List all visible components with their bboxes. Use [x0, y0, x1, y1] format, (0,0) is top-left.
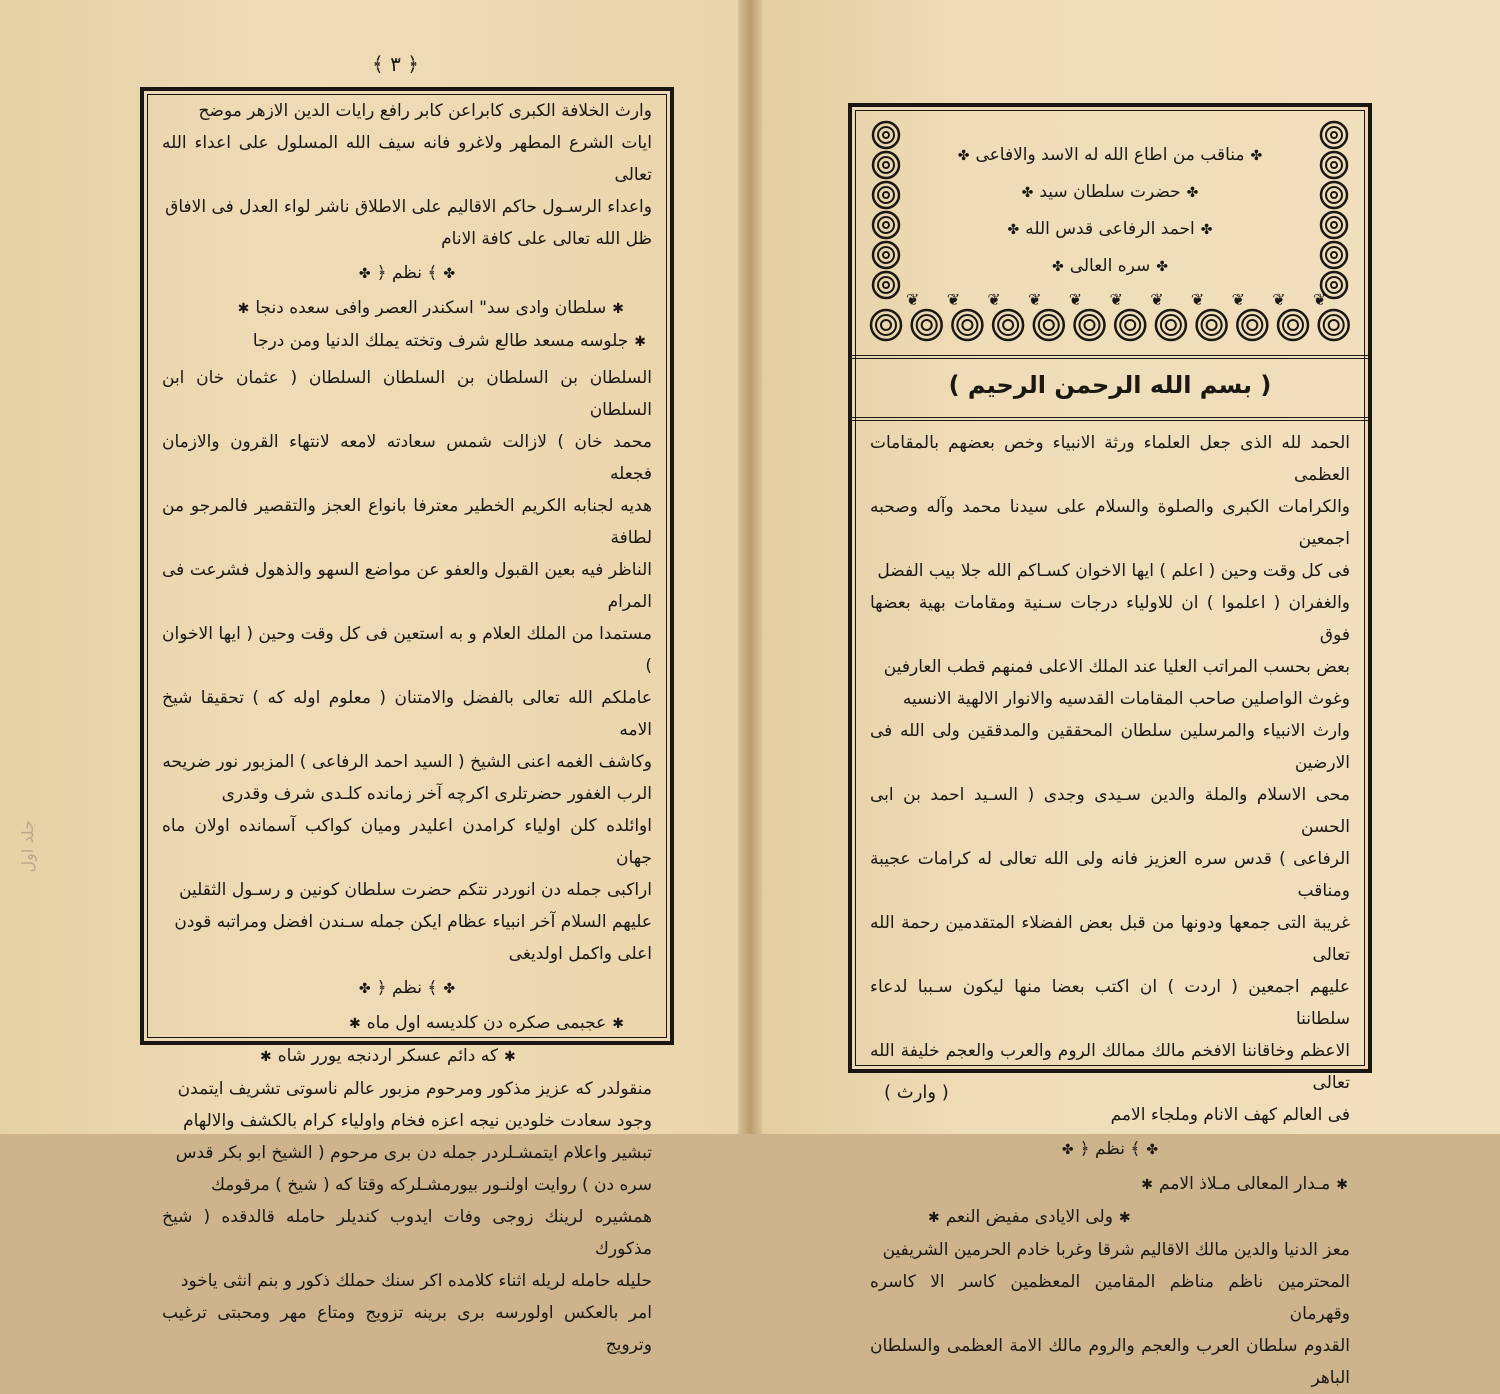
rosette-ring: [883, 132, 889, 138]
rosette-ring: [1321, 212, 1347, 238]
text-line: امر بالعكس اولورسه برى برينه تزويج ومتاع مهر ومحبتى ترغيب وترويج: [162, 1303, 652, 1355]
right-text-frame: [848, 103, 1372, 1388]
fleuron-icon: ❦: [1109, 290, 1123, 309]
text-line: اعلى واكمل اولديغى: [508, 944, 652, 964]
rosette-ring: [1331, 132, 1337, 138]
title-line-4: ✤سره العالى✤: [1051, 256, 1169, 276]
text-line: الاعظم وخاقاننا الافخم مالك ممالك الروم والعرب والعجم خليفة الله تعالى: [870, 1041, 1350, 1093]
text-line: الرب الغفور حضرتلرى اكرچه آخر زمانده كلـدى شرف وقدرى: [221, 784, 652, 804]
rosette-ring: [873, 182, 899, 208]
rosette-ring: [1331, 282, 1337, 288]
fleuron-icon: ❦: [1068, 290, 1083, 309]
rosette-ring: [1331, 192, 1337, 198]
text-line: معز الدنيا والدين مالك الاقاليم شرقا وغربا خادم الحرمين الشريفين: [882, 1240, 1350, 1260]
rosette-ring: [873, 122, 899, 148]
rosette-ring: [1326, 127, 1342, 143]
text-line: واعداء الرسـول حاكم الاقاليم على الاطلاق ناشر لواء العدل فى الافاق: [165, 197, 652, 217]
rosette-ring: [957, 315, 977, 335]
page-number: ﴿ ٣ ﴾: [372, 52, 419, 76]
rosette-ring: [1321, 152, 1347, 178]
rosette-ring: [1161, 315, 1181, 335]
fleuron-icon: ❦: [1190, 290, 1205, 309]
text-line: هديه لجنابه الكريم الخطير معترفا بانواع العجز والتقصير فالمرجو من لطافة: [162, 496, 652, 548]
title-line-1: ✤مناقب من اطاع الله له الاسد والافاعى✤: [957, 145, 1263, 165]
rosette-ring: [883, 162, 889, 168]
text-line: السلطان بن السلطان بن السلطان السلطان ( عثمان خان ابن السلطان: [162, 368, 652, 420]
rosette-ring: [878, 127, 894, 143]
rosette-ring: [1044, 320, 1054, 330]
rosette-ring: [878, 277, 894, 293]
verse-heading-1: ✤﴾ نظم ﴿✤: [358, 263, 456, 283]
rosette-ring: [873, 242, 899, 268]
text-line: والكرامات الكبرى والصلوة والسلام على سيدنا محمد وآله وصحبه اجمعين: [870, 497, 1350, 549]
fleuron-icon: ❦: [1313, 290, 1327, 309]
rule-top: [852, 355, 1368, 356]
text-line: وارث الخلافة الكبرى كابراعن كابر رافع رايات الدين الازهر موضح: [198, 101, 652, 121]
text-line: عليهم السلام آخر انبياء عظام ايكن جمله سـندن افضل ومراتبه قودن: [174, 912, 652, 932]
rosette-ring: [1283, 315, 1303, 335]
right-paragraph-1: [852, 427, 1368, 1131]
rosette-ring: [878, 187, 894, 203]
text-line: ظل الله تعالى على كافة الانام: [441, 229, 652, 249]
rosette-ring: [1003, 320, 1013, 330]
rosette-ring: [1207, 320, 1217, 330]
rosette-ring: [1080, 315, 1100, 335]
title-line-2: ✤حضرت سلطان سيد✤: [1021, 182, 1199, 202]
rosette-ring: [962, 320, 972, 330]
rosette-ring: [1247, 320, 1257, 330]
text-line: القدوم سلطان العرب والعجم والروم مالك الامة العظمى والسلطان الباهر: [870, 1336, 1350, 1388]
rosette-ring: [1039, 315, 1059, 335]
rosette-ring: [1326, 157, 1342, 173]
text-line: بعض بحسب المراتب العليا عند الملك الاعلى فمنهم قطب العارفين: [883, 657, 1350, 677]
text-line: فى العالم كهف الانام وملجاء الامم: [1110, 1105, 1350, 1125]
text-line: عاملكم الله تعالى بالفضل والامتنان ( معلوم اوله كه ) تحقيقا شيخ الامه: [162, 688, 652, 740]
rosette-ring: [1329, 320, 1339, 330]
rosette-ring: [1326, 247, 1342, 263]
rosette-ring: [883, 192, 889, 198]
text-line: فى كل وقت وحين ( اعلم ) ايها الاخوان كسـاكم الله جلا بيب الفضل: [877, 561, 1350, 581]
text-line: وارث الانبياء والمرسلين سلطان المحققين والمدققين ولى الله فى الارضين: [870, 721, 1350, 773]
rosette-ring: [873, 152, 899, 178]
verse-1a: ✱سلطان وادى سد" اسكندر العصر وافى سعده دنجا✱: [237, 298, 624, 318]
text-line: محمد خان ) لازالت شمس سعادته لامعه لانتهاء القرون والازمان فجعله: [162, 432, 652, 484]
verse-2a: ✱عجبمى صكره دن كلديسه اول ماه✱: [348, 1013, 624, 1033]
rosette-ring: [1331, 252, 1337, 258]
catchword: ( وارث ): [884, 1082, 949, 1103]
rosette-ring: [1085, 320, 1095, 330]
rule-top-2: [852, 358, 1368, 359]
rosette-ring: [1242, 315, 1262, 335]
text-line: وغوث الواصلين صاحب المقامات القدسيه والانوار الالهية الانسيه: [902, 689, 1350, 709]
rosette-ring: [1321, 242, 1347, 268]
fleuron-icon: ❦: [1028, 290, 1042, 309]
text-line: منقولدر كه عزيز مذكور ومرحوم مزبور عالم ناسوتى تشريف ايتمدن: [177, 1079, 652, 1099]
rosette-ring: [878, 157, 894, 173]
text-line: حليله حامله لريله اثناء كلامده اكر سنك حملك ذكور و بنم انثى ياخود: [180, 1271, 652, 1291]
rosette-ring: [1331, 222, 1337, 228]
rosette-ring: [917, 315, 937, 335]
left-paragraph-1: [144, 95, 670, 255]
text-line: غريبة التى جمعها ودونها من قبل بعض الفضلاء المتقدمين رحمة الله تعالى: [870, 913, 1350, 965]
rosette-ring: [1326, 277, 1342, 293]
rosette-ring: [1202, 315, 1222, 335]
rosette-ring: [881, 320, 891, 330]
rosette-ring: [1321, 122, 1347, 148]
rosette-ring: [1125, 320, 1135, 330]
bismillah: ( بسم الله الرحمن الرحيم ): [948, 371, 1272, 399]
text-line: وجود سعادت خلودين نيجه اعزه فخام واولياء كرام بالكشف والالهام: [183, 1111, 652, 1131]
text-line: اراكبى جمله دن انوردر نتكم حضرت سلطان كونين و رسـول الثقلين: [179, 880, 652, 900]
text-line: الناظر فيه بعين القبول والعفو عن مواضع السهو والذهول فشرعت فى المرام: [162, 560, 652, 612]
rosette-ring: [876, 315, 896, 335]
left-text-frame: [140, 87, 674, 1355]
title-block: [942, 137, 1278, 285]
rosette-ring: [1326, 187, 1342, 203]
verse-2b: ✱كه دائم عسكر اردنجه يورر شاه✱: [260, 1046, 516, 1066]
text-line: مستمدا من الملك العلام و به استعين فى كل وقت وحين ( ايها الاخوان ): [162, 624, 652, 676]
verse-right-a: ✱مـدار المعالى مـلاذ الامم✱: [1141, 1174, 1348, 1194]
fleuron-icon: ❦: [1272, 290, 1286, 309]
text-line: ايات الشرع المطهر ولاغرو فانه سيف الله المسلول على اعداء الله تعالى: [162, 133, 652, 185]
fleuron-icon: ❦: [1150, 290, 1164, 309]
book-gutter: [738, 0, 762, 1134]
rosette-ring: [1321, 182, 1347, 208]
rosette-ring: [922, 320, 932, 330]
text-line: المحترمين ناظم مناظم المقامين المعظمين كاسر الا كاسره وقهرمان: [870, 1272, 1350, 1324]
rosette-ring: [883, 282, 889, 288]
text-line: اوائلده كلن اولياء كرامدن اعليدر وميان كواكب آسمانده اولان ماه جهان: [162, 816, 652, 868]
left-paragraph-2: [144, 362, 670, 970]
text-line: وكاشف الغمه اعنى الشيخ ( السيد احمد الرفاعى ) المزبور نور ضريحه: [162, 752, 652, 772]
rosette-ring: [998, 315, 1018, 335]
text-line: والغفران ( اعلموا ) ان للاولياء درجات سـنية ومقامات بهية بعضها فوق: [870, 593, 1350, 645]
text-line: سره دن ) روايت اولنـور بيورمشـلركه وقتا كه ( شيخ ) مرقومك: [210, 1175, 652, 1195]
text-line: الرفاعى ) قدس سره العزيز فانه ولى الله تعالى له كرامات عجيبة ومناقب: [870, 849, 1350, 901]
rosette-ring: [883, 222, 889, 228]
rule-bottom-2: [852, 420, 1368, 421]
fleuron-icon: ❦: [1231, 290, 1246, 309]
rosette-ring: [1120, 315, 1140, 335]
text-line: تبشير واعلام ايتمشـلردر جمله دن برى مرحوم ( الشيخ ابو بكر قدس: [175, 1143, 652, 1163]
verse-1b: ✱جلوسه مسعد طالع شرف وتخته يملك الدنيا ومن درجا: [252, 331, 646, 351]
rosette-ring: [1326, 217, 1342, 233]
rosette-ring: [883, 252, 889, 258]
verse-heading-right: ✤﴾ نظم ﴿✤: [1061, 1139, 1159, 1159]
fleuron-icon: ❦: [987, 290, 1001, 309]
text-line: همشيره لرينك زوجى وفات ايدوب كنديلر حامله قالدقده ( شيخ مذكورك: [162, 1207, 652, 1259]
text-line: محى الاسلام والملة والدين سـيدى وجدى ( السـيد احمد بن ابى الحسن: [870, 785, 1350, 837]
left-paragraph-3: [144, 1073, 670, 1361]
rosette-ring: [873, 212, 899, 238]
verse-heading-2: ✤﴾ نظم ﴿✤: [358, 978, 456, 998]
fleuron-icon: ❦: [906, 290, 920, 309]
text-line: الحمد لله الذى جعل العلماء ورثة الانبياء وخص بعضهم بالمقامات العظمى: [870, 433, 1350, 485]
rosette-ring: [878, 247, 894, 263]
fleuron-icon: ❦: [946, 290, 961, 309]
rosette-ring: [878, 217, 894, 233]
rule-bottom: [852, 417, 1368, 418]
margin-note: جلد اول: [18, 820, 37, 873]
text-line: عليهم اجمعين ( اردت ) ان اكتب بعضا منها ليكون سـببا لدعاء سلطاننا: [870, 977, 1350, 1029]
title-line-3: ✤احمد الرفاعى قدس الله✤: [1007, 219, 1213, 239]
rosette-ring: [873, 272, 899, 298]
rosette-ring: [1166, 320, 1176, 330]
verse-right-b: ✱ولى الايادى مفيض النعم✱: [928, 1207, 1131, 1227]
rosette-ring: [1331, 162, 1337, 168]
rosette-ring: [1288, 320, 1298, 330]
right-paragraph-2: [852, 1234, 1368, 1394]
rosette-ring: [1324, 315, 1344, 335]
